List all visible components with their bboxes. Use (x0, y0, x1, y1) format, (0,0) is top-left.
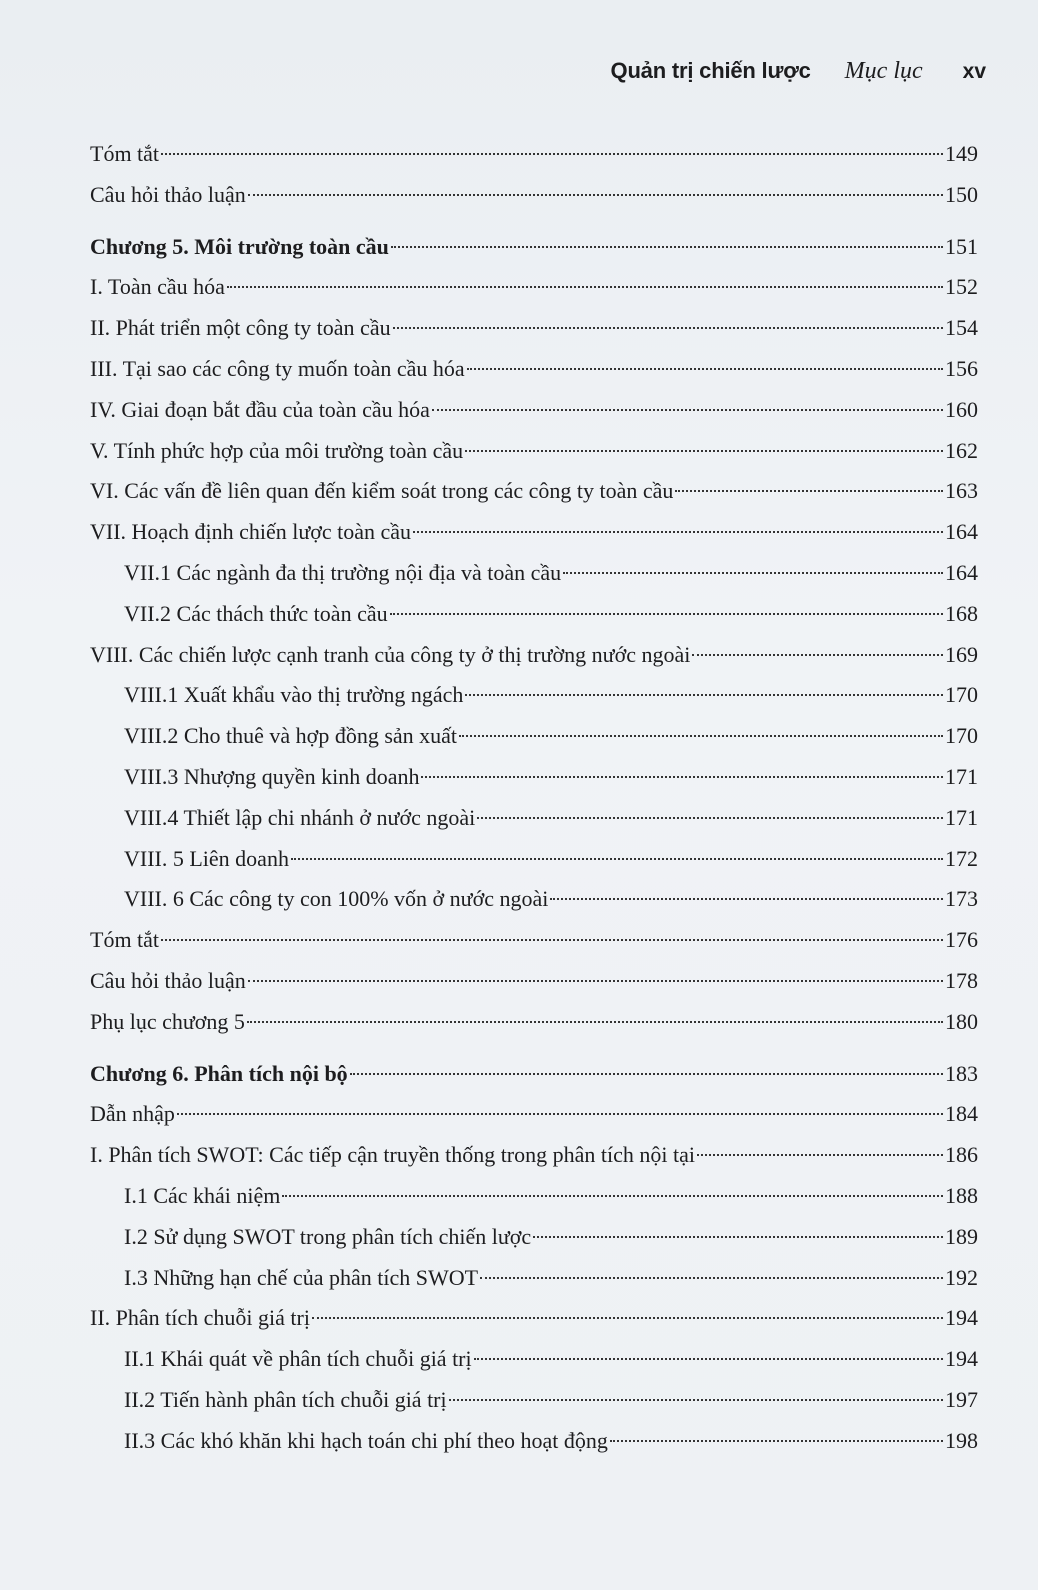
page-number: xv (962, 60, 986, 83)
dot-leader (393, 327, 943, 329)
toc-entry-page: 171 (945, 763, 978, 789)
toc-entry-page: 152 (945, 274, 978, 300)
toc-entry-title: Câu hỏi thảo luận (90, 181, 246, 207)
toc-entry (90, 1002, 978, 1043)
toc-entry-page: 186 (945, 1142, 978, 1168)
dot-leader (248, 194, 943, 196)
toc-entry-title: Tóm tắt (90, 927, 160, 953)
toc-entry-page: 169 (945, 641, 978, 667)
toc-entry-page: 150 (945, 181, 978, 207)
toc-entry-page: 180 (945, 1008, 978, 1034)
toc-entry-title: VII.1 Các ngành đa thị trường nội địa và toàn cầu (124, 559, 562, 585)
toc-entry-page: 189 (945, 1223, 978, 1249)
toc-entry-title: VIII. 5 Liên doanh (124, 845, 289, 871)
toc-entry (90, 390, 978, 431)
toc-entry (90, 757, 978, 798)
toc-entry (90, 839, 978, 880)
toc-entry-title: II. Phát triển một công ty toàn cầu (90, 315, 391, 341)
toc-entry-title: VIII.1 Xuất khẩu vào thị trường ngách (124, 682, 464, 708)
toc-entry (90, 175, 978, 216)
dot-leader (312, 1317, 943, 1319)
toc-entry-title: I.2 Sử dụng SWOT trong phân tích chiến lược (124, 1223, 532, 1249)
dot-leader (480, 1277, 943, 1279)
toc-entry-title: II. Phân tích chuỗi giá trị (90, 1305, 310, 1331)
toc-chapter-entry (90, 227, 978, 268)
dot-leader (675, 490, 943, 492)
toc-entry-page: 151 (945, 233, 978, 259)
toc-entry-title: I. Phân tích SWOT: Các tiếp cận truyền thống trong phân tích nội tại (90, 1142, 695, 1168)
toc-entry-title: II.2 Tiến hành phân tích chuỗi giá trị (124, 1386, 447, 1412)
dot-leader (413, 531, 943, 533)
dot-leader (550, 898, 943, 900)
toc-entry-title: VII.2 Các thách thức toàn cầu (124, 600, 388, 626)
toc-entry-page: 184 (945, 1101, 978, 1127)
toc-entry (90, 349, 978, 390)
toc-entry-page: 171 (945, 804, 978, 830)
toc-entry (90, 1217, 978, 1258)
toc-entry (90, 961, 978, 1002)
toc-entry-title: VI. Các vấn đề liên quan đến kiểm soát trong các công ty toàn cầu (90, 478, 674, 504)
dot-leader (474, 1358, 943, 1360)
dot-leader (465, 694, 943, 696)
toc-entry (90, 1135, 978, 1176)
toc-entry (90, 267, 978, 308)
running-head (611, 58, 986, 85)
toc-chapter-entry (90, 1054, 978, 1095)
toc-entry-title: IV. Giai đoạn bắt đầu của toàn cầu hóa (90, 396, 430, 422)
toc-entry (90, 1176, 978, 1217)
dot-leader (477, 817, 943, 819)
toc-entry-title: VIII. Các chiến lược cạnh tranh của công ty ở thị trường nước ngoài (90, 641, 691, 667)
dot-leader (161, 153, 943, 155)
toc-entry-title: Chương 5. Môi trường toàn cầu (90, 233, 389, 259)
dot-leader (563, 572, 943, 574)
toc-entry-page: 183 (945, 1060, 978, 1086)
toc-entry-page: 178 (945, 967, 978, 993)
toc-entry-page: 170 (945, 723, 978, 749)
toc-entry-page: 170 (945, 682, 978, 708)
toc-entry-page: 154 (945, 315, 978, 341)
toc-entry (90, 431, 978, 472)
dot-leader (421, 776, 943, 778)
section-title: Mục lục (844, 58, 923, 84)
dot-leader (697, 1154, 943, 1156)
toc-entry-title: I. Toàn cầu hóa (90, 274, 225, 300)
toc-entry (90, 798, 978, 839)
toc-entry-page: 149 (945, 141, 978, 166)
toc-entry-title: III. Tại sao các công ty muốn toàn cầu hóa (90, 355, 465, 381)
toc-entry (90, 1421, 978, 1462)
toc-entry-title: Dẫn nhập (90, 1101, 175, 1127)
toc-entry (90, 920, 978, 961)
toc-entry-title: Phụ lục chương 5 (90, 1008, 245, 1034)
toc-entry-page: 192 (945, 1264, 978, 1290)
toc-entry-page: 197 (945, 1386, 978, 1412)
toc-entry-page: 194 (945, 1305, 978, 1331)
toc-entry (90, 1380, 978, 1421)
toc-entry-title: II.1 Khái quát về phân tích chuỗi giá trị (124, 1346, 472, 1372)
toc-entry-page: 164 (945, 559, 978, 585)
toc-entry (90, 879, 978, 920)
dot-leader (459, 735, 943, 737)
dot-leader (432, 409, 943, 411)
toc-entry (90, 1258, 978, 1299)
dot-leader (449, 1399, 943, 1401)
toc-entry-title: V. Tính phức hợp của môi trường toàn cầu (90, 437, 464, 463)
dot-leader (465, 450, 943, 452)
toc-entry (90, 1094, 978, 1135)
toc-entry-page: 163 (945, 478, 978, 504)
table-of-contents (90, 134, 978, 1462)
toc-entry-page: 198 (945, 1427, 978, 1453)
dot-leader (391, 246, 943, 248)
dot-leader (533, 1236, 943, 1238)
toc-entry (90, 512, 978, 553)
book-title: Quản trị chiến lược (610, 58, 811, 83)
toc-entry-title: Tóm tắt (90, 141, 160, 166)
toc-entry (90, 1339, 978, 1380)
dot-leader (247, 1021, 943, 1023)
toc-entry-title: VIII.2 Cho thuê và hợp đồng sản xuất (124, 723, 458, 749)
toc-entry (90, 594, 978, 635)
toc-entry (90, 635, 978, 676)
toc-entry-title: Câu hỏi thảo luận (90, 967, 246, 993)
toc-entry-page: 162 (945, 437, 978, 463)
dot-leader (350, 1073, 943, 1075)
toc-entry (90, 675, 978, 716)
toc-entry-page: 164 (945, 519, 978, 545)
toc-entry-title: VIII.4 Thiết lập chi nhánh ở nước ngoài (124, 804, 476, 830)
toc-entry (90, 716, 978, 757)
toc-entry-title: VIII.3 Nhượng quyền kinh doanh (124, 763, 420, 789)
toc-entry-page: 173 (945, 886, 978, 912)
dot-leader (692, 654, 943, 656)
toc-entry-page: 188 (945, 1182, 978, 1208)
toc-entry-page: 156 (945, 355, 978, 381)
dot-leader (248, 980, 943, 982)
toc-entry (90, 553, 978, 594)
dot-leader (467, 368, 943, 370)
dot-leader (227, 286, 943, 288)
toc-entry-title: Chương 6. Phân tích nội bộ (90, 1060, 348, 1086)
toc-entry (90, 134, 978, 175)
dot-leader (177, 1113, 943, 1115)
toc-entry-title: VII. Hoạch định chiến lược toàn cầu (90, 519, 412, 545)
dot-leader (282, 1195, 943, 1197)
toc-entry-page: 176 (945, 927, 978, 953)
dot-leader (291, 858, 943, 860)
dot-leader (390, 613, 943, 615)
toc-entry-title: I.1 Các khái niệm (124, 1182, 281, 1208)
toc-entry-title: I.3 Những hạn chế của phân tích SWOT (124, 1264, 479, 1290)
toc-entry (90, 308, 978, 349)
toc-entry (90, 1298, 978, 1339)
toc-entry-title: II.3 Các khó khăn khi hạch toán chi phí theo hoạt động (124, 1427, 608, 1453)
toc-entry-page: 168 (945, 600, 978, 626)
dot-leader (161, 939, 943, 941)
toc-entry-page: 194 (945, 1346, 978, 1372)
toc-entry-page: 172 (945, 845, 978, 871)
toc-entry-page: 160 (945, 396, 978, 422)
toc-entry-title: VIII. 6 Các công ty con 100% vốn ở nước ngoài (124, 886, 549, 912)
dot-leader (610, 1440, 943, 1442)
toc-entry (90, 471, 978, 512)
